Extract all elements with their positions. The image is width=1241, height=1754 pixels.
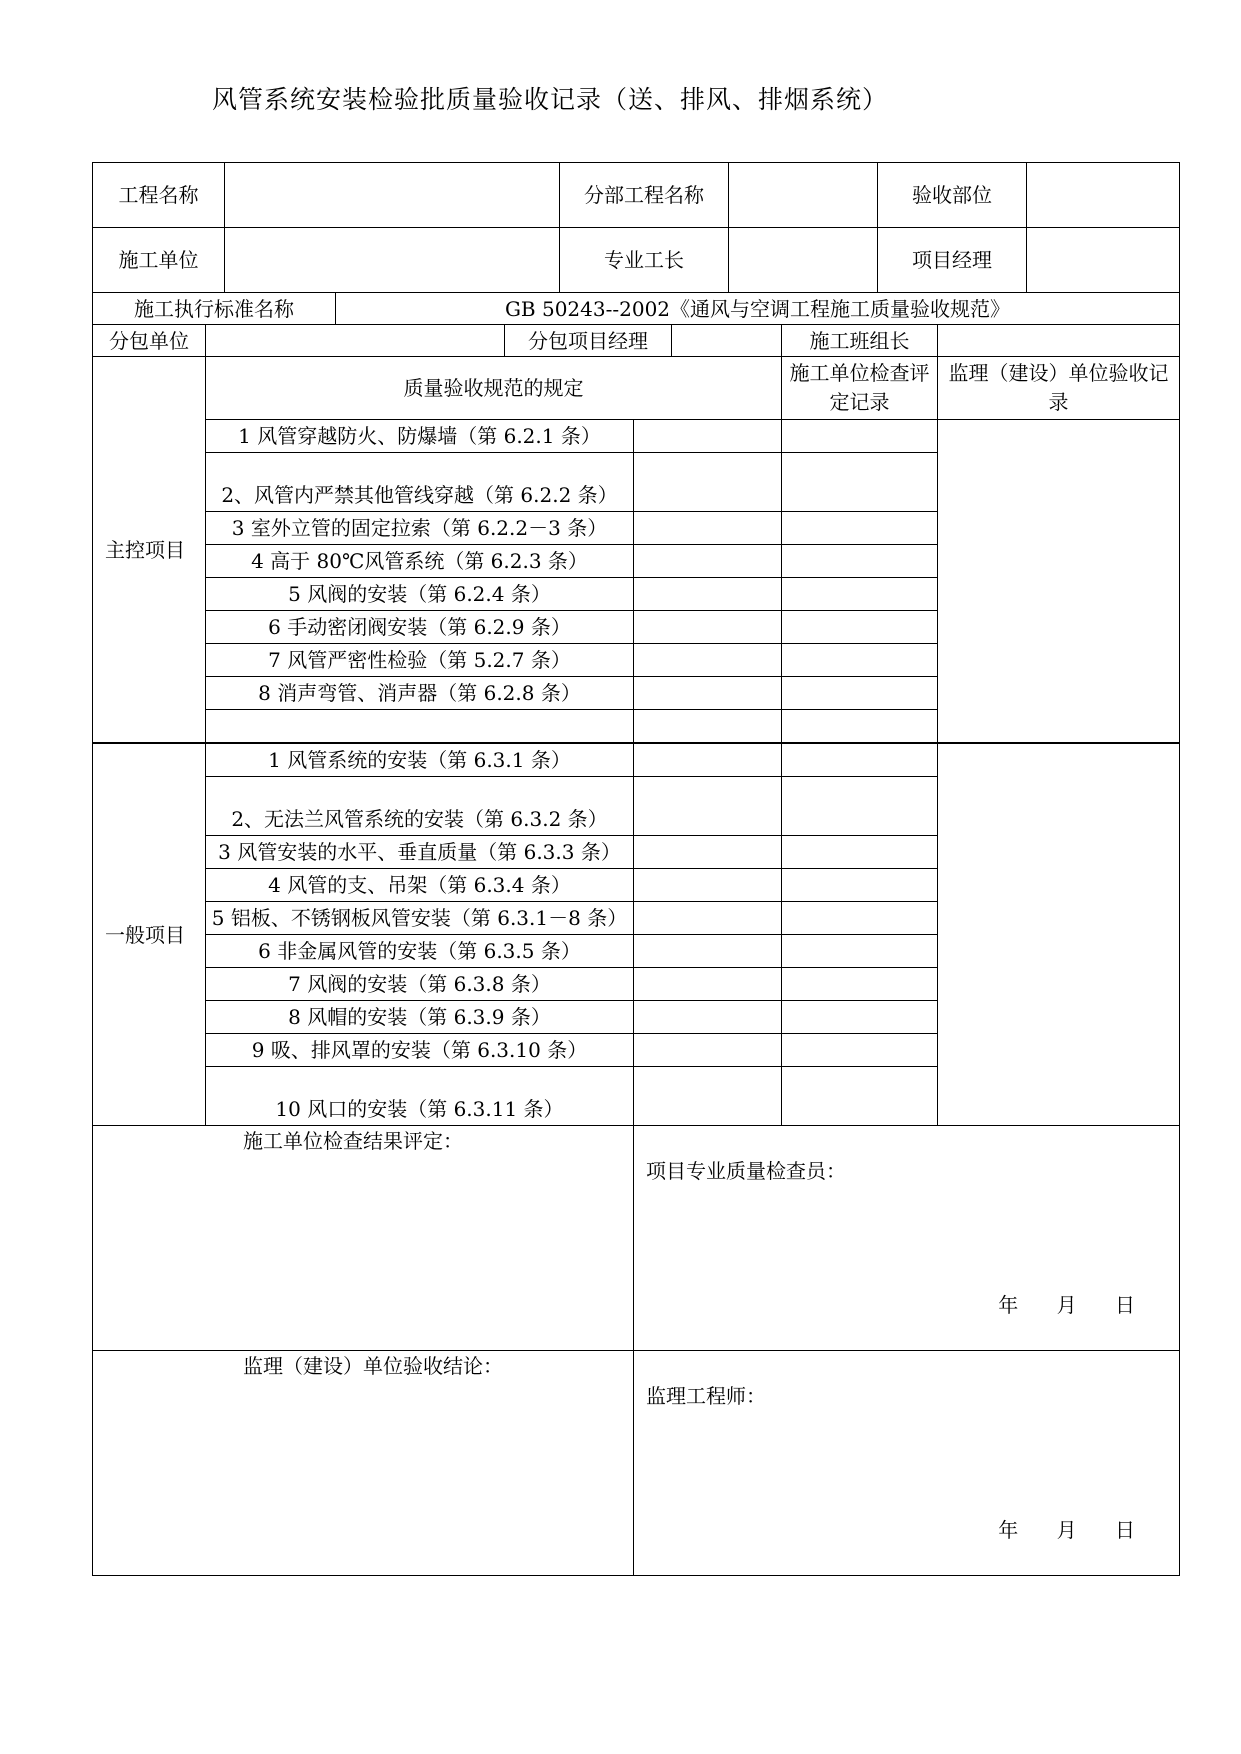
unit-check-cell[interactable] xyxy=(782,677,938,710)
item-check-cell[interactable] xyxy=(634,902,782,935)
supervisor-check-column-header: 监理（建设）单位验收记录 xyxy=(938,357,1180,420)
team-leader-label: 施工班组长 xyxy=(782,325,938,357)
item-check-cell[interactable] xyxy=(634,968,782,1001)
item-check-cell[interactable] xyxy=(634,869,782,902)
unit-check-cell[interactable] xyxy=(782,611,938,644)
item-check-cell[interactable] xyxy=(634,710,782,744)
main-control-item: 2、风管内严禁其他管线穿越（第 6.2.2 条） xyxy=(206,453,634,512)
subcontractor-label: 分包单位 xyxy=(93,325,206,357)
foreman-label: 专业工长 xyxy=(560,228,729,293)
inspector-date xyxy=(966,1292,1135,1318)
main-control-item-blank[interactable] xyxy=(206,710,634,744)
unit-result-cell[interactable] xyxy=(93,1126,634,1351)
general-item: 8 风帽的安装（第 6.3.9 条） xyxy=(206,1001,634,1034)
unit-result-label: 施工单位检查结果评定： xyxy=(243,1129,463,1153)
project-name-field[interactable] xyxy=(225,163,560,228)
sub-manager-field[interactable] xyxy=(672,325,782,357)
unit-check-cell[interactable] xyxy=(782,1034,938,1067)
project-header-table xyxy=(92,162,1180,293)
unit-check-column-header: 施工单位检查评定记录 xyxy=(782,357,938,420)
main-control-item: 1 风管穿越防火、防爆墙（第 6.2.1 条） xyxy=(206,420,634,453)
team-leader-field[interactable] xyxy=(938,325,1180,357)
item-check-cell[interactable] xyxy=(634,743,782,777)
acceptance-part-field[interactable] xyxy=(1027,163,1180,228)
item-check-cell[interactable] xyxy=(634,836,782,869)
acceptance-part-label: 验收部位 xyxy=(878,163,1027,228)
inspector-label: 项目专业质量检查员： xyxy=(646,1159,846,1183)
construction-unit-label: 施工单位 xyxy=(93,228,225,293)
main-control-category: 主控项目 xyxy=(93,357,206,744)
acceptance-form xyxy=(92,162,1179,1576)
supervisor-record-general[interactable] xyxy=(938,743,1180,1126)
general-item: 5 铝板、不锈钢板风管安装（第 6.3.1－8 条） xyxy=(206,902,634,935)
item-check-cell[interactable] xyxy=(634,512,782,545)
main-control-item: 3 室外立管的固定拉索（第 6.2.2－3 条） xyxy=(206,512,634,545)
engineer-cell[interactable] xyxy=(634,1351,1180,1576)
date-month: 月 xyxy=(1056,1518,1077,1542)
unit-check-cell[interactable] xyxy=(782,420,938,453)
construction-unit-field[interactable] xyxy=(225,228,560,293)
item-check-cell[interactable] xyxy=(634,453,782,512)
subcontractor-field[interactable] xyxy=(206,325,505,357)
unit-check-cell[interactable] xyxy=(782,453,938,512)
engineer-date xyxy=(966,1517,1135,1543)
spec-column-header: 质量验收规范的规定 xyxy=(206,357,782,420)
unit-check-cell[interactable] xyxy=(782,743,938,777)
project-name-label: 工程名称 xyxy=(93,163,225,228)
inspector-cell[interactable] xyxy=(634,1126,1180,1351)
item-check-cell[interactable] xyxy=(634,777,782,836)
unit-check-cell[interactable] xyxy=(782,545,938,578)
unit-check-cell[interactable] xyxy=(782,644,938,677)
page-title: 风管系统安装检验批质量验收记录（送、排风、排烟系统） xyxy=(211,85,888,114)
supervisor-conclusion-cell[interactable] xyxy=(93,1351,634,1576)
general-item: 6 非金属风管的安装（第 6.3.5 条） xyxy=(206,935,634,968)
general-item: 2、无法兰风管系统的安装（第 6.3.2 条） xyxy=(206,777,634,836)
standard-table xyxy=(92,292,1180,325)
main-control-item: 6 手动密闭阀安装（第 6.2.9 条） xyxy=(206,611,634,644)
main-control-item: 7 风管严密性检验（第 5.2.7 条） xyxy=(206,644,634,677)
item-check-cell[interactable] xyxy=(634,611,782,644)
date-day: 日 xyxy=(1115,1518,1135,1542)
sub-project-label: 分部工程名称 xyxy=(560,163,729,228)
date-year: 年 xyxy=(998,1293,1019,1317)
unit-check-cell[interactable] xyxy=(782,1001,938,1034)
item-check-cell[interactable] xyxy=(634,644,782,677)
general-item: 7 风阀的安装（第 6.3.8 条） xyxy=(206,968,634,1001)
date-year: 年 xyxy=(998,1518,1019,1542)
unit-check-cell[interactable] xyxy=(782,578,938,611)
item-check-cell[interactable] xyxy=(634,1034,782,1067)
item-check-cell[interactable] xyxy=(634,935,782,968)
project-manager-field[interactable] xyxy=(1027,228,1180,293)
project-manager-label: 项目经理 xyxy=(878,228,1027,293)
general-item: 3 风管安装的水平、垂直质量（第 6.3.3 条） xyxy=(206,836,634,869)
main-control-item: 4 高于 80℃风管系统（第 6.2.3 条） xyxy=(206,545,634,578)
item-check-cell[interactable] xyxy=(634,420,782,453)
engineer-label: 监理工程师： xyxy=(646,1384,766,1408)
unit-check-cell[interactable] xyxy=(782,1067,938,1126)
unit-check-cell[interactable] xyxy=(782,869,938,902)
subcontractor-table xyxy=(92,324,1180,357)
standard-label: 施工执行标准名称 xyxy=(93,293,336,325)
main-control-item: 8 消声弯管、消声器（第 6.2.8 条） xyxy=(206,677,634,710)
general-item: 1 风管系统的安装（第 6.3.1 条） xyxy=(206,743,634,777)
general-category: 一般项目 xyxy=(93,743,206,1126)
item-check-cell[interactable] xyxy=(634,578,782,611)
general-item: 9 吸、排风罩的安装（第 6.3.10 条） xyxy=(206,1034,634,1067)
sub-manager-label: 分包项目经理 xyxy=(505,325,672,357)
foreman-field[interactable] xyxy=(729,228,878,293)
item-check-cell[interactable] xyxy=(634,677,782,710)
supervisor-conclusion-label: 监理（建设）单位验收结论： xyxy=(243,1354,503,1378)
unit-check-cell[interactable] xyxy=(782,935,938,968)
general-item: 4 风管的支、吊架（第 6.3.4 条） xyxy=(206,869,634,902)
unit-check-cell[interactable] xyxy=(782,902,938,935)
date-month: 月 xyxy=(1056,1293,1077,1317)
unit-check-cell[interactable] xyxy=(782,710,938,744)
unit-check-cell[interactable] xyxy=(782,777,938,836)
item-check-cell[interactable] xyxy=(634,1001,782,1034)
supervisor-record-main[interactable] xyxy=(938,420,1180,744)
main-control-item: 5 风阀的安装（第 6.2.4 条） xyxy=(206,578,634,611)
unit-check-cell[interactable] xyxy=(782,968,938,1001)
unit-check-cell[interactable] xyxy=(782,512,938,545)
item-check-cell[interactable] xyxy=(634,1067,782,1126)
date-day: 日 xyxy=(1115,1293,1135,1317)
sub-project-field[interactable] xyxy=(729,163,878,228)
general-item: 10 风口的安装（第 6.3.11 条） xyxy=(206,1067,634,1126)
item-check-cell[interactable] xyxy=(634,545,782,578)
unit-check-cell[interactable] xyxy=(782,836,938,869)
inspection-items-table xyxy=(92,356,1180,1126)
signature-table xyxy=(92,1125,1180,1576)
standard-value: GB 50243--2002《通风与空调工程施工质量验收规范》 xyxy=(336,293,1180,325)
